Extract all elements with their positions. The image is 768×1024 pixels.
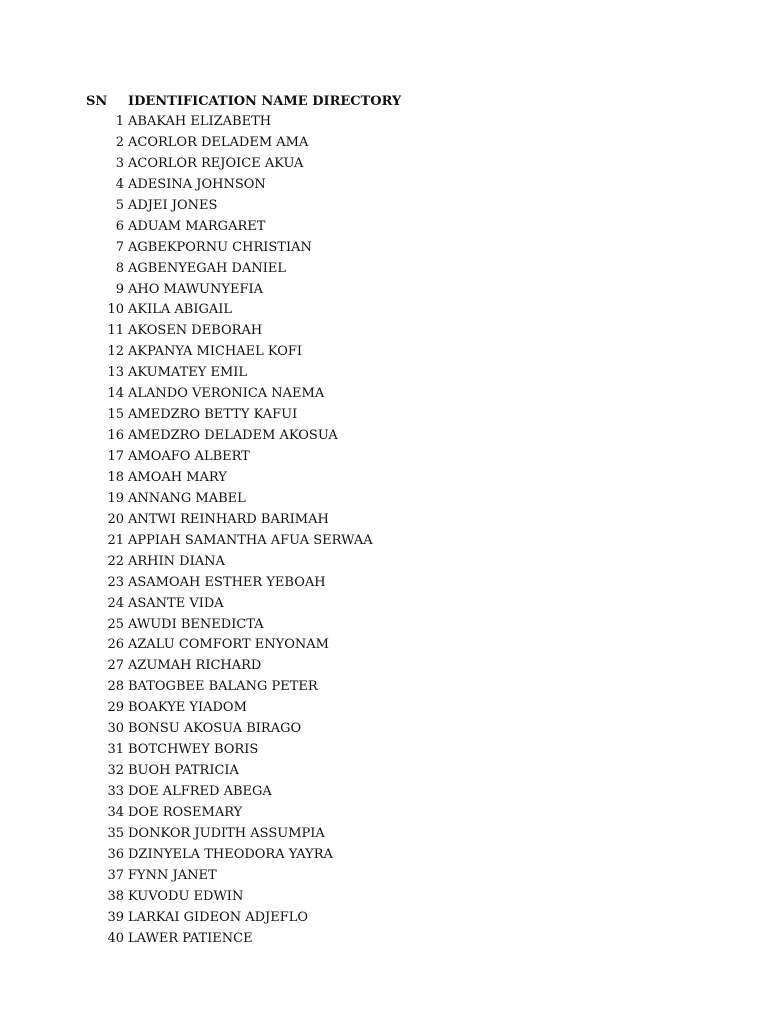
row-sn: 36 bbox=[107, 846, 124, 862]
row-name: KUVODU EDWIN bbox=[128, 888, 244, 904]
row-name: APPIAH SAMANTHA AFUA SERWAA bbox=[128, 532, 373, 548]
table-row bbox=[86, 594, 686, 615]
table-row bbox=[86, 133, 686, 154]
row-name: AGBENYEGAH DANIEL bbox=[128, 260, 286, 276]
row-sn: 2 bbox=[115, 134, 124, 150]
row-sn: 6 bbox=[115, 218, 124, 234]
row-sn: 20 bbox=[107, 511, 124, 527]
row-name: ASAMOAH ESTHER YEBOAH bbox=[128, 574, 326, 590]
table-row bbox=[86, 196, 686, 217]
row-name: ARHIN DIANA bbox=[128, 553, 225, 569]
row-sn: 17 bbox=[107, 449, 124, 464]
row-name: ASANTE VIDA bbox=[128, 595, 224, 611]
table-row bbox=[86, 845, 686, 866]
row-sn: 34 bbox=[107, 804, 124, 820]
row-name: FYNN JANET bbox=[128, 867, 217, 883]
table-row bbox=[86, 531, 686, 552]
row-name: AMEDZRO DELADEM AKOSUA bbox=[128, 428, 338, 444]
row-sn: 38 bbox=[107, 888, 124, 904]
row-sn: 10 bbox=[107, 302, 124, 318]
row-name: DOE ALFRED ABEGA bbox=[128, 784, 272, 799]
row-sn: 24 bbox=[107, 595, 124, 611]
row-name: ADJEI JONES bbox=[128, 197, 218, 213]
table-row bbox=[86, 426, 686, 447]
row-sn: 8 bbox=[115, 260, 124, 276]
table-row bbox=[86, 908, 686, 929]
row-name: DZINYELA THEODORA YAYRA bbox=[128, 846, 333, 862]
row-name: AWUDI BENEDICTA bbox=[128, 616, 264, 632]
row-sn: 31 bbox=[107, 742, 124, 758]
row-name: AKPANYA MICHAEL KOFI bbox=[128, 344, 303, 360]
table-row bbox=[86, 719, 686, 740]
table-row bbox=[86, 384, 686, 405]
row-name: BUOH PATRICIA bbox=[128, 763, 239, 779]
row-name: ACORLOR DELADEM AMA bbox=[128, 134, 309, 150]
row-name: DONKOR JUDITH ASSUMPIA bbox=[128, 825, 325, 841]
row-name: AZUMAH RICHARD bbox=[128, 658, 262, 674]
row-sn: 28 bbox=[107, 679, 124, 695]
row-sn: 9 bbox=[115, 281, 124, 297]
row-sn: 40 bbox=[107, 930, 124, 946]
row-sn: 14 bbox=[107, 386, 124, 402]
row-name: AKOSEN DEBORAH bbox=[128, 323, 263, 339]
row-name: AKUMATEY EMIL bbox=[128, 365, 248, 381]
row-sn: 12 bbox=[107, 344, 124, 360]
row-sn: 16 bbox=[107, 428, 124, 444]
table-row bbox=[86, 112, 686, 133]
table-row bbox=[86, 740, 686, 761]
header-sn: SN bbox=[86, 94, 108, 109]
table-row bbox=[86, 300, 686, 321]
row-sn: 29 bbox=[107, 700, 124, 716]
row-sn: 1 bbox=[115, 114, 124, 129]
table-row bbox=[86, 677, 686, 698]
row-name: ABAKAH ELIZABETH bbox=[128, 114, 272, 129]
row-name: ACORLOR REJOICE AKUA bbox=[128, 155, 304, 171]
table-row bbox=[86, 217, 686, 238]
row-name: AMOAFO ALBERT bbox=[128, 449, 250, 464]
row-sn: 22 bbox=[107, 553, 124, 569]
row-sn: 19 bbox=[107, 490, 124, 506]
row-name: AKILA ABIGAIL bbox=[128, 302, 233, 318]
row-sn: 27 bbox=[107, 658, 124, 674]
row-sn: 18 bbox=[107, 469, 124, 485]
row-sn: 13 bbox=[107, 365, 124, 381]
row-sn: 26 bbox=[107, 637, 124, 653]
table-row bbox=[86, 405, 686, 426]
table-row bbox=[86, 489, 686, 510]
name-list bbox=[86, 112, 686, 950]
row-sn: 15 bbox=[107, 407, 124, 423]
row-sn: 11 bbox=[107, 323, 124, 339]
row-sn: 5 bbox=[115, 197, 124, 213]
table-row bbox=[86, 321, 686, 342]
header-name-directory: IDENTIFICATION NAME DIRECTORY bbox=[128, 94, 402, 109]
row-sn: 37 bbox=[107, 867, 124, 883]
row-sn: 35 bbox=[107, 825, 124, 841]
row-name: ANTWI REINHARD BARIMAH bbox=[128, 511, 329, 527]
row-sn: 21 bbox=[107, 532, 124, 548]
table-row bbox=[86, 824, 686, 845]
table-row bbox=[86, 280, 686, 301]
row-name: LARKAI GIDEON ADJEFLO bbox=[128, 909, 309, 925]
table-row bbox=[86, 761, 686, 782]
row-name: ADESINA JOHNSON bbox=[128, 176, 266, 192]
row-sn: 32 bbox=[107, 763, 124, 779]
table-row bbox=[86, 866, 686, 887]
table-row bbox=[86, 929, 686, 950]
row-name: ANNANG MABEL bbox=[128, 490, 246, 506]
table-row bbox=[86, 154, 686, 175]
table-row bbox=[86, 552, 686, 573]
table-row bbox=[86, 635, 686, 656]
table-row bbox=[86, 238, 686, 259]
row-name: AZALU COMFORT ENYONAM bbox=[128, 637, 329, 653]
row-name: AGBEKPORNU CHRISTIAN bbox=[128, 239, 312, 255]
row-name: BONSU AKOSUA BIRAGO bbox=[128, 721, 302, 737]
table-row bbox=[86, 363, 686, 384]
row-name: AMEDZRO BETTY KAFUI bbox=[128, 407, 298, 423]
row-name: AHO MAWUNYEFIA bbox=[128, 281, 263, 297]
row-name: BOAKYE YIADOM bbox=[128, 700, 247, 716]
table-row bbox=[86, 573, 686, 594]
row-name: AMOAH MARY bbox=[128, 469, 227, 485]
table-row bbox=[86, 259, 686, 280]
row-name: BATOGBEE BALANG PETER bbox=[128, 679, 318, 695]
row-sn: 7 bbox=[115, 239, 124, 255]
row-name: LAWER PATIENCE bbox=[128, 930, 253, 946]
row-name: ADUAM MARGARET bbox=[128, 218, 266, 234]
table-row bbox=[86, 615, 686, 636]
row-sn: 30 bbox=[107, 721, 124, 737]
row-sn: 39 bbox=[107, 909, 124, 925]
table-row bbox=[86, 698, 686, 719]
row-name: DOE ROSEMARY bbox=[128, 804, 243, 820]
row-sn: 23 bbox=[107, 574, 124, 590]
table-row bbox=[86, 887, 686, 908]
row-name: ALANDO VERONICA NAEMA bbox=[128, 386, 325, 402]
table-row bbox=[86, 342, 686, 363]
table-row bbox=[86, 447, 686, 468]
row-sn: 4 bbox=[115, 176, 124, 192]
row-sn: 25 bbox=[107, 616, 124, 632]
row-sn: 3 bbox=[115, 155, 124, 171]
row-sn: 33 bbox=[107, 784, 124, 799]
table-row bbox=[86, 782, 686, 803]
table-row bbox=[86, 656, 686, 677]
row-name: BOTCHWEY BORIS bbox=[128, 742, 259, 758]
table-row bbox=[86, 803, 686, 824]
table-row bbox=[86, 510, 686, 531]
table-row bbox=[86, 468, 686, 489]
table-row bbox=[86, 175, 686, 196]
